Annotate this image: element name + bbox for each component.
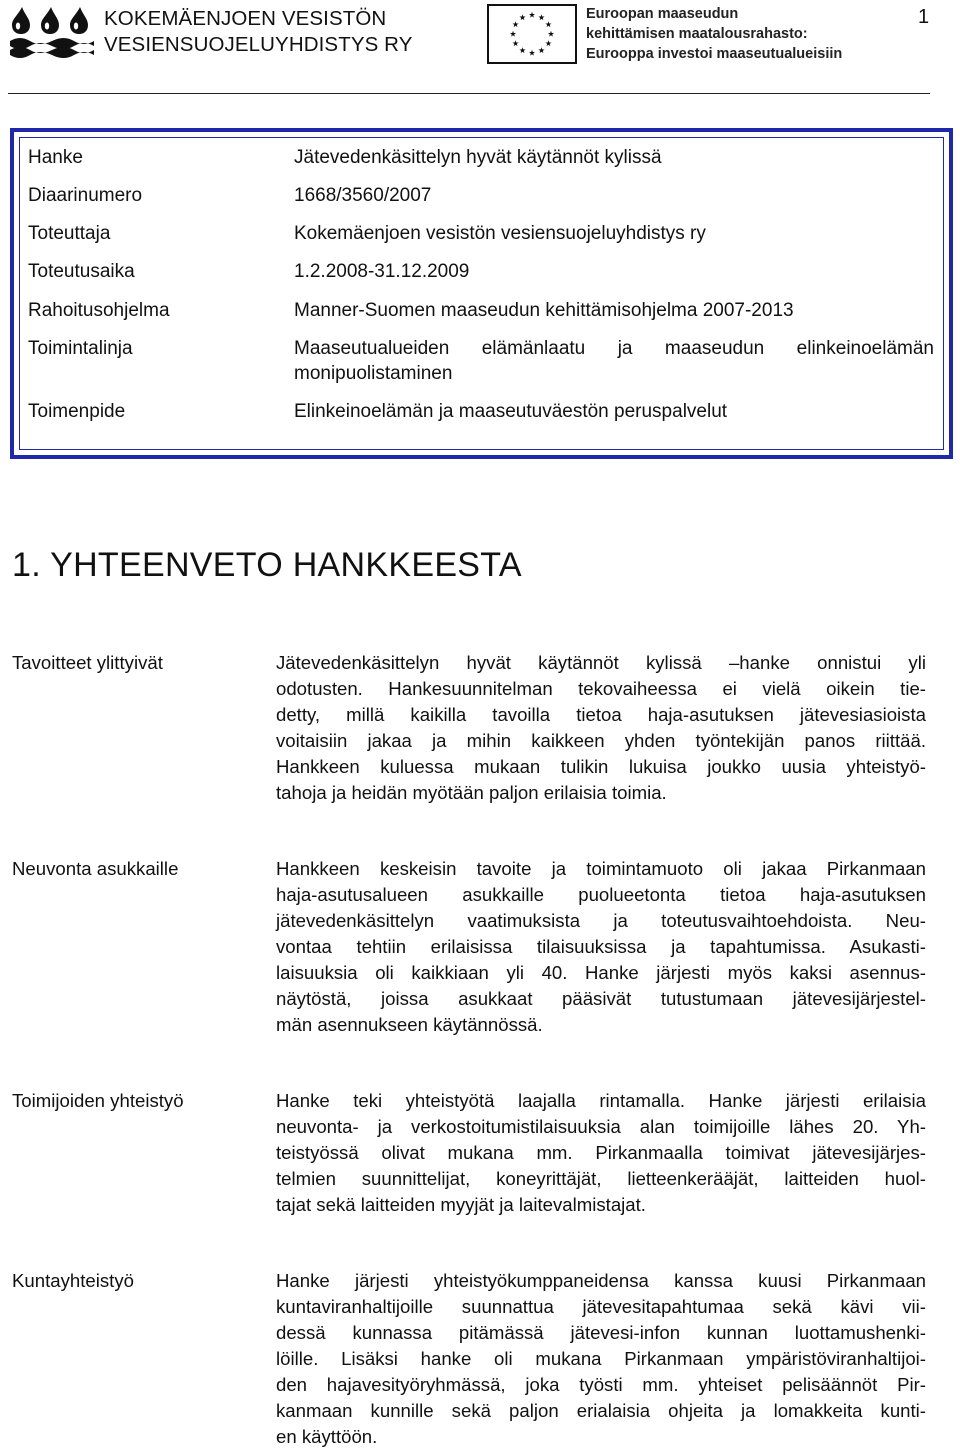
info-value: Jätevedenkäsittelyn hyvät käytännöt kylissä xyxy=(294,147,662,168)
paragraph-line: tahoja ja heidän myötään paljon erilaisia toimia. xyxy=(276,782,667,803)
paragraph-line: tajat sekä laitteiden myyjät ja laitevalmistajat. xyxy=(276,1194,646,1215)
info-label: Toimintalinja xyxy=(28,338,133,359)
info-label: Toimenpide xyxy=(28,401,126,422)
paragraph-line: odotusten. Hankesuunnitelman tekovaiheessa ei vielä oikein tie- xyxy=(276,678,926,699)
paragraph-line: vontaa tehtiin erilaisissa tilaisuuksissa ja tapahtumissa. Asukasti- xyxy=(276,936,926,957)
paragraph-line: jätevedenkäsittelyn vaatimuksista ja toteutusvaihtoehdoista. Neu- xyxy=(276,910,926,931)
info-value: Elinkeinoelämän ja maaseutuväestön peruspalvelut xyxy=(294,401,728,422)
eu-star xyxy=(529,12,535,18)
paragraph-line: Jätevedenkäsittelyn hyvät käytännöt kylissä –hanke onnistui yli xyxy=(276,652,926,673)
page-number: 1 xyxy=(918,6,930,28)
info-label: Hanke xyxy=(28,147,83,168)
section-label-neuvonta: Neuvonta asukkaille xyxy=(12,858,179,879)
eu-star xyxy=(519,14,525,20)
info-label: Toteutusaika xyxy=(28,261,135,282)
info-value: 1.2.2008-31.12.2009 xyxy=(294,261,470,282)
info-value-line2: monipuolistaminen xyxy=(294,363,453,384)
info-value xyxy=(294,336,934,386)
water-drops-waves-logo-icon xyxy=(8,5,96,61)
info-value-line1: Maaseutualueiden elämänlaatu ja maaseudun elinkeinoelämän xyxy=(294,338,934,359)
section-body-kuntayhteistyo xyxy=(276,1268,926,1450)
paragraph-line: löille. Lisäksi hanke oli mukana Pirkanmaan ympäristöviranhaltijoi- xyxy=(276,1348,926,1369)
page-header xyxy=(0,0,960,96)
eu-star xyxy=(548,31,554,37)
eu-star xyxy=(538,14,544,20)
paragraph-line: voitaisiin jakaa ja mihin kaikkeen yhden työntekijän panos riittää. xyxy=(276,730,926,751)
eu-flag-stars-icon xyxy=(489,6,575,62)
paragraph-line: kuntaviranhaltijoille suunnattua jätevesitapahtumaa sekä kävi vii- xyxy=(276,1296,926,1317)
section-label-kuntayhteistyo: Kuntayhteistyö xyxy=(12,1270,134,1291)
eu-fund-text xyxy=(586,4,842,64)
section-label-yhteistyo: Toimijoiden yhteistyö xyxy=(12,1090,184,1111)
paragraph-line: haja-asutusalueen asukkaille puolueetonta tietoa haja-asutuksen xyxy=(276,884,926,905)
eu-text-line3: Eurooppa investoi maaseutualueisiin xyxy=(586,46,843,62)
eu-star xyxy=(513,40,519,46)
paragraph-line: näytöstä, joissa asukkaat pääsivät tutustumaan jätevesijärjestel- xyxy=(276,988,926,1009)
paragraph-line: neuvonta- ja verkostoitumistilaisuuksia alan toimijoille lähes 20. Yh- xyxy=(276,1116,926,1137)
paragraph-line: Hanke järjesti yhteistyökumppaneidensa kanssa kuusi Pirkanmaan xyxy=(276,1270,926,1291)
eu-flag-logo xyxy=(487,4,577,64)
section-body-neuvonta xyxy=(276,856,926,1038)
eu-star xyxy=(545,40,551,46)
paragraph-line: Hankkeen kuluessa mukaan tulikin lukuisa joukko uusia yhteistyö- xyxy=(276,756,926,777)
paragraph-line: den hajavesityöryhmässä, joka työsti mm. yhteiset pelisäännöt Pir- xyxy=(276,1374,926,1395)
header-divider xyxy=(8,93,930,94)
eu-text-line1: Euroopan maaseudun xyxy=(586,6,739,22)
paragraph-line: laisuuksia oli kaikkiaan yli 40. Hanke järjesti myös kaksi asennus- xyxy=(276,962,926,983)
info-label: Rahoitusohjelma xyxy=(28,300,170,321)
info-value: Manner-Suomen maaseudun kehittämisohjelma 2007-2013 xyxy=(294,300,794,321)
section-body-yhteistyo xyxy=(276,1088,926,1218)
info-value: 1668/3560/2007 xyxy=(294,185,432,206)
info-label: Toteuttaja xyxy=(28,223,111,244)
eu-star xyxy=(519,47,525,53)
paragraph-line: Hankkeen keskeisin tavoite ja toimintamuoto oli jakaa Pirkanmaan xyxy=(276,858,926,879)
eu-text-line2: kehittämisen maatalousrahasto: xyxy=(586,26,808,42)
eu-star xyxy=(538,47,544,53)
organization-name-line2: VESIENSUOJELUYHDISTYS RY xyxy=(104,33,413,56)
section-label-tavoitteet: Tavoitteet ylittyivät xyxy=(12,652,163,673)
eu-star xyxy=(529,50,535,56)
eu-star xyxy=(513,21,519,27)
info-label: Diaarinumero xyxy=(28,185,143,206)
section-heading: 1. YHTEENVETO HANKKEESTA xyxy=(12,546,522,584)
paragraph-line: detty, millä kaikilla tavoilla tietoa haja-asutuksen jätevesiasioista xyxy=(276,704,926,725)
organization-name-line1: KOKEMÄENJOEN VESISTÖN xyxy=(104,7,387,30)
paragraph-line: dessä kunnassa pitämässä jätevesi-infon kunnan luottamushenki- xyxy=(276,1322,926,1343)
paragraph-line: telmien suunnittelijat, koneyrittäjät, lietteenkerääjät, laitteiden huol- xyxy=(276,1168,926,1189)
paragraph-line: en käyttöön. xyxy=(276,1426,378,1447)
info-value: Kokemäenjoen vesistön vesiensuojeluyhdistys ry xyxy=(294,223,706,244)
paragraph-line: kanmaan kunnille sekä paljon erialaisia ohjeita ja lomakkeita kunti- xyxy=(276,1400,926,1421)
organization-name xyxy=(104,6,412,58)
paragraph-line: män asennukseen käytännössä. xyxy=(276,1014,543,1035)
paragraph-line: teistyössä olivat mukana mm. Pirkanmaalla toimivat jätevesijärjes- xyxy=(276,1142,926,1163)
section-body-tavoitteet xyxy=(276,650,926,806)
eu-star xyxy=(510,31,516,37)
eu-star xyxy=(545,21,551,27)
paragraph-line: Hanke teki yhteistyötä laajalla rintamalla. Hanke järjesti erilaisia xyxy=(276,1090,926,1111)
